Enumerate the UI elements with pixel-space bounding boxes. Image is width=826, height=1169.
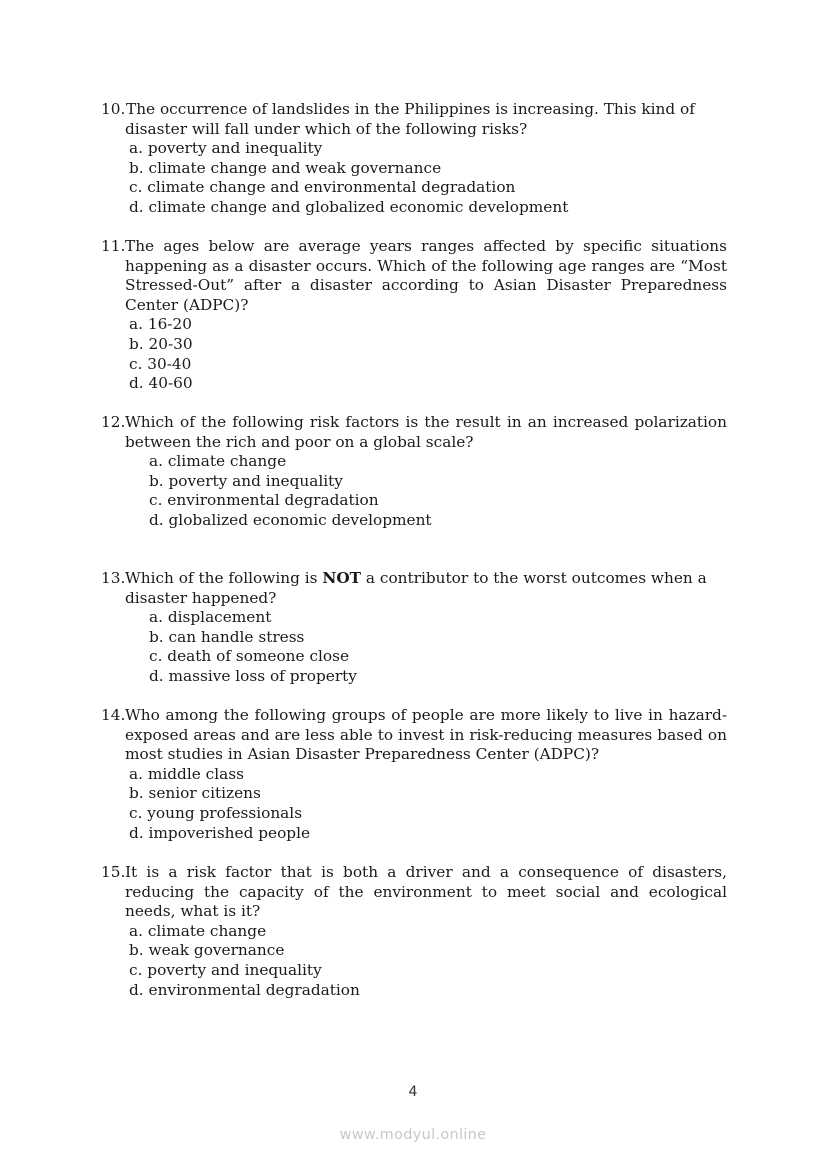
answer-options: [101, 608, 727, 686]
question-15: [101, 863, 727, 1000]
option-a: a. poverty and inequality: [129, 139, 323, 158]
answer-options: [101, 922, 727, 1000]
question-11: [101, 237, 727, 394]
option-a: a. climate change: [149, 452, 287, 471]
option-a: a. climate change: [129, 921, 267, 940]
option-d: d. massive loss of property: [149, 666, 357, 685]
option-c: c. death of someone close: [149, 647, 350, 666]
option-c: c. climate change and environmental degradation: [129, 178, 516, 197]
question-text: Which of the following risk factors is the result in an increased polarization between the rich and poor on a global scale?: [125, 413, 727, 451]
question-12: [101, 413, 727, 531]
option-b: b. poverty and inequality: [149, 471, 343, 490]
option-d: d. climate change and globalized economic development: [129, 197, 569, 216]
question-text: It is a risk factor that is both a driver and a consequence of disasters, reducing the capacity of the environment to meet social and ecological needs, what is it?: [125, 863, 727, 921]
question-stem: [101, 413, 727, 452]
question-number: 13.: [101, 569, 126, 587]
question-number: 12.: [101, 413, 126, 431]
answer-options: [101, 765, 727, 843]
option-b: b. senior citizens: [129, 784, 261, 803]
option-c: c. 30-40: [129, 354, 192, 373]
option-b: b. climate change and weak governance: [129, 158, 442, 177]
question-stem: [101, 706, 727, 765]
option-a: a. middle class: [129, 764, 244, 783]
option-c: c. poverty and inequality: [129, 960, 322, 979]
option-b: b. 20-30: [129, 334, 193, 353]
option-a: a. displacement: [149, 608, 272, 627]
question-stem: [101, 237, 727, 315]
question-number: 15.: [101, 863, 126, 881]
option-c: c. young professionals: [129, 803, 303, 822]
option-d: d. environmental degradation: [129, 980, 360, 999]
question-13: [101, 569, 727, 687]
question-text: The occurrence of landslides in the Philippines is increasing. This kind of disaster will fall under which of the following risks?: [125, 100, 695, 138]
option-d: d. globalized economic development: [149, 510, 432, 529]
question-text: Which of the following is NOT a contributor to the worst outcomes when a disaster happened?: [125, 569, 707, 607]
page-number: 4: [408, 1084, 418, 1100]
option-b: b. can handle stress: [149, 627, 305, 646]
question-14: [101, 706, 727, 843]
option-d: d. impoverished people: [129, 823, 311, 842]
question-number: 11.: [101, 237, 126, 255]
answer-options: [101, 452, 727, 530]
option-b: b. weak governance: [129, 941, 285, 960]
answer-options: [101, 139, 727, 217]
option-a: a. 16-20: [129, 315, 192, 334]
question-text: Who among the following groups of people are more likely to live in hazard-exposed areas and are less able to invest in risk-reducing measures based on most studies in Asian Disaster Preparedness Center (ADPC)?: [125, 706, 727, 764]
question-10: [101, 100, 727, 218]
question-number: 14.: [101, 706, 126, 724]
option-d: d. 40-60: [129, 374, 193, 393]
watermark-link[interactable]: www.modyul.online: [339, 1127, 487, 1143]
answer-options: [101, 315, 727, 393]
question-stem: [101, 100, 727, 139]
question-number: 10.: [101, 100, 126, 118]
question-stem: [101, 569, 727, 608]
emphasis-not: NOT: [322, 569, 362, 587]
option-c: c. environmental degradation: [149, 491, 379, 510]
question-text: The ages below are average years ranges affected by specific situations happening as a disaster occurs. Which of the following age ranges are “Most Stressed-Out” after a disaster according to Asian Disaster Preparedness Center (ADPC)?: [125, 237, 727, 314]
question-stem: [101, 863, 727, 922]
